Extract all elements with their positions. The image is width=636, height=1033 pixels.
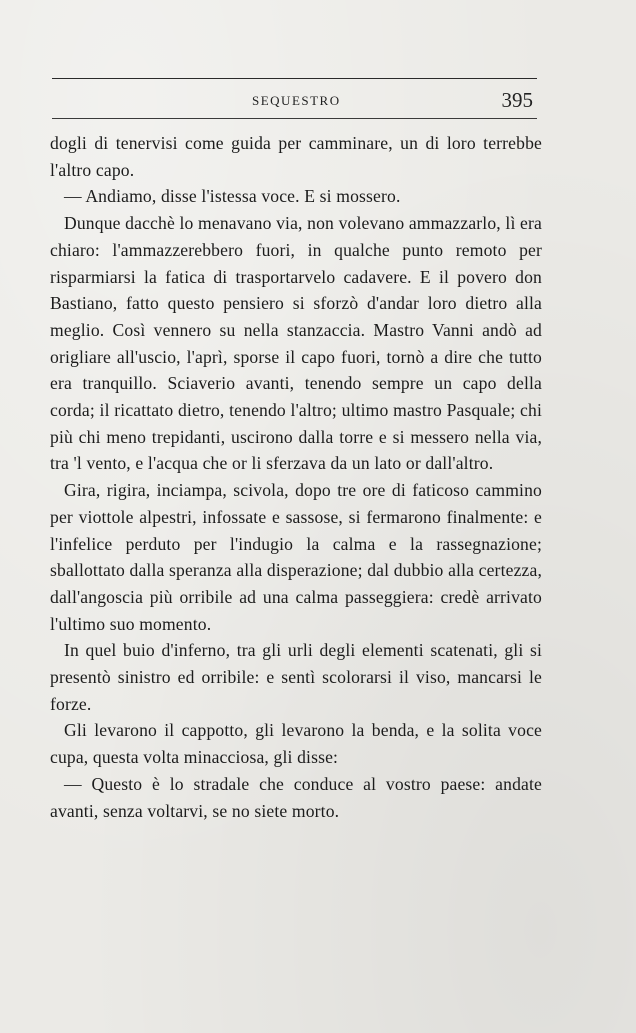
paragraph-gira: Gira, rigira, inciampa, scivola, dopo tre ore di faticoso cammino per viottole alpestri, infossate e sassose, si fermarono finalmente: e l'infelice perduto per l'indugio la calma e la rassegnazione; sballottato dalla speranza alla disperazione; dal dubbio alla certezza, dall'angoscia più orribile ad una calma passeggiera: credè arrivato l'ultimo suo momento. (50, 480, 542, 634)
paragraph-cappotto: Gli levarono il cappotto, gli levarono la benda, e la solita voce cupa, questa volta minacciosa, gli disse: (50, 720, 542, 768)
paragraph-dunque: Dunque dacchè lo menavano via, non volevano ammazzarlo, lì era chiaro: l'ammazzerebbero fuori, in qualche punto remoto per risparmiarsi la fatica di trasportarvelo cadavere. E il povero don Bastiano, fatto questo pensiero si sforzò d'andar loro dietro alla meglio. Così vennero su nella stanzaccia. Mastro Vanni andò ad origliare all'uscio, l'aprì, sporse il capo fuori, tornò a dire che tutto era tranquillo. Sciaverio avanti, tenendo sempre un capo della corda; il ricattato dietro, tenendo l'altro; ultimo mastro Pasquale; chi più chi meno trepidanti, uscirono dalla torre e si messero nella via, tra 'l vento, e l'acqua che or li sferzava da un lato or dall'altro. (50, 213, 542, 474)
header-rule-top (52, 78, 537, 79)
paragraph-continuation: dogli di tenervisi come guida per camminare, un di loro terrebbe l'altro capo. (50, 133, 542, 180)
page-header (52, 78, 537, 120)
paragraph-buio: In quel buio d'inferno, tra gli urli degli elementi scatenati, gli si presentò sinistro ed orribile: e sentì scolorarsi il viso, mancarsi le forze. (50, 640, 542, 714)
running-title: SEQUESTRO (252, 93, 341, 108)
paragraph-dialogue-andiamo: — Andiamo, disse l'istessa voce. E si mossero. (64, 186, 401, 207)
page-number: 395 (501, 88, 533, 112)
header-rule-bottom (52, 118, 537, 119)
body-text (50, 130, 542, 824)
paragraph-dialogue-stradale: — Questo è lo stradale che conduce al vostro paese: andate avanti, senza voltarvi, se no siete morto. (50, 773, 542, 821)
